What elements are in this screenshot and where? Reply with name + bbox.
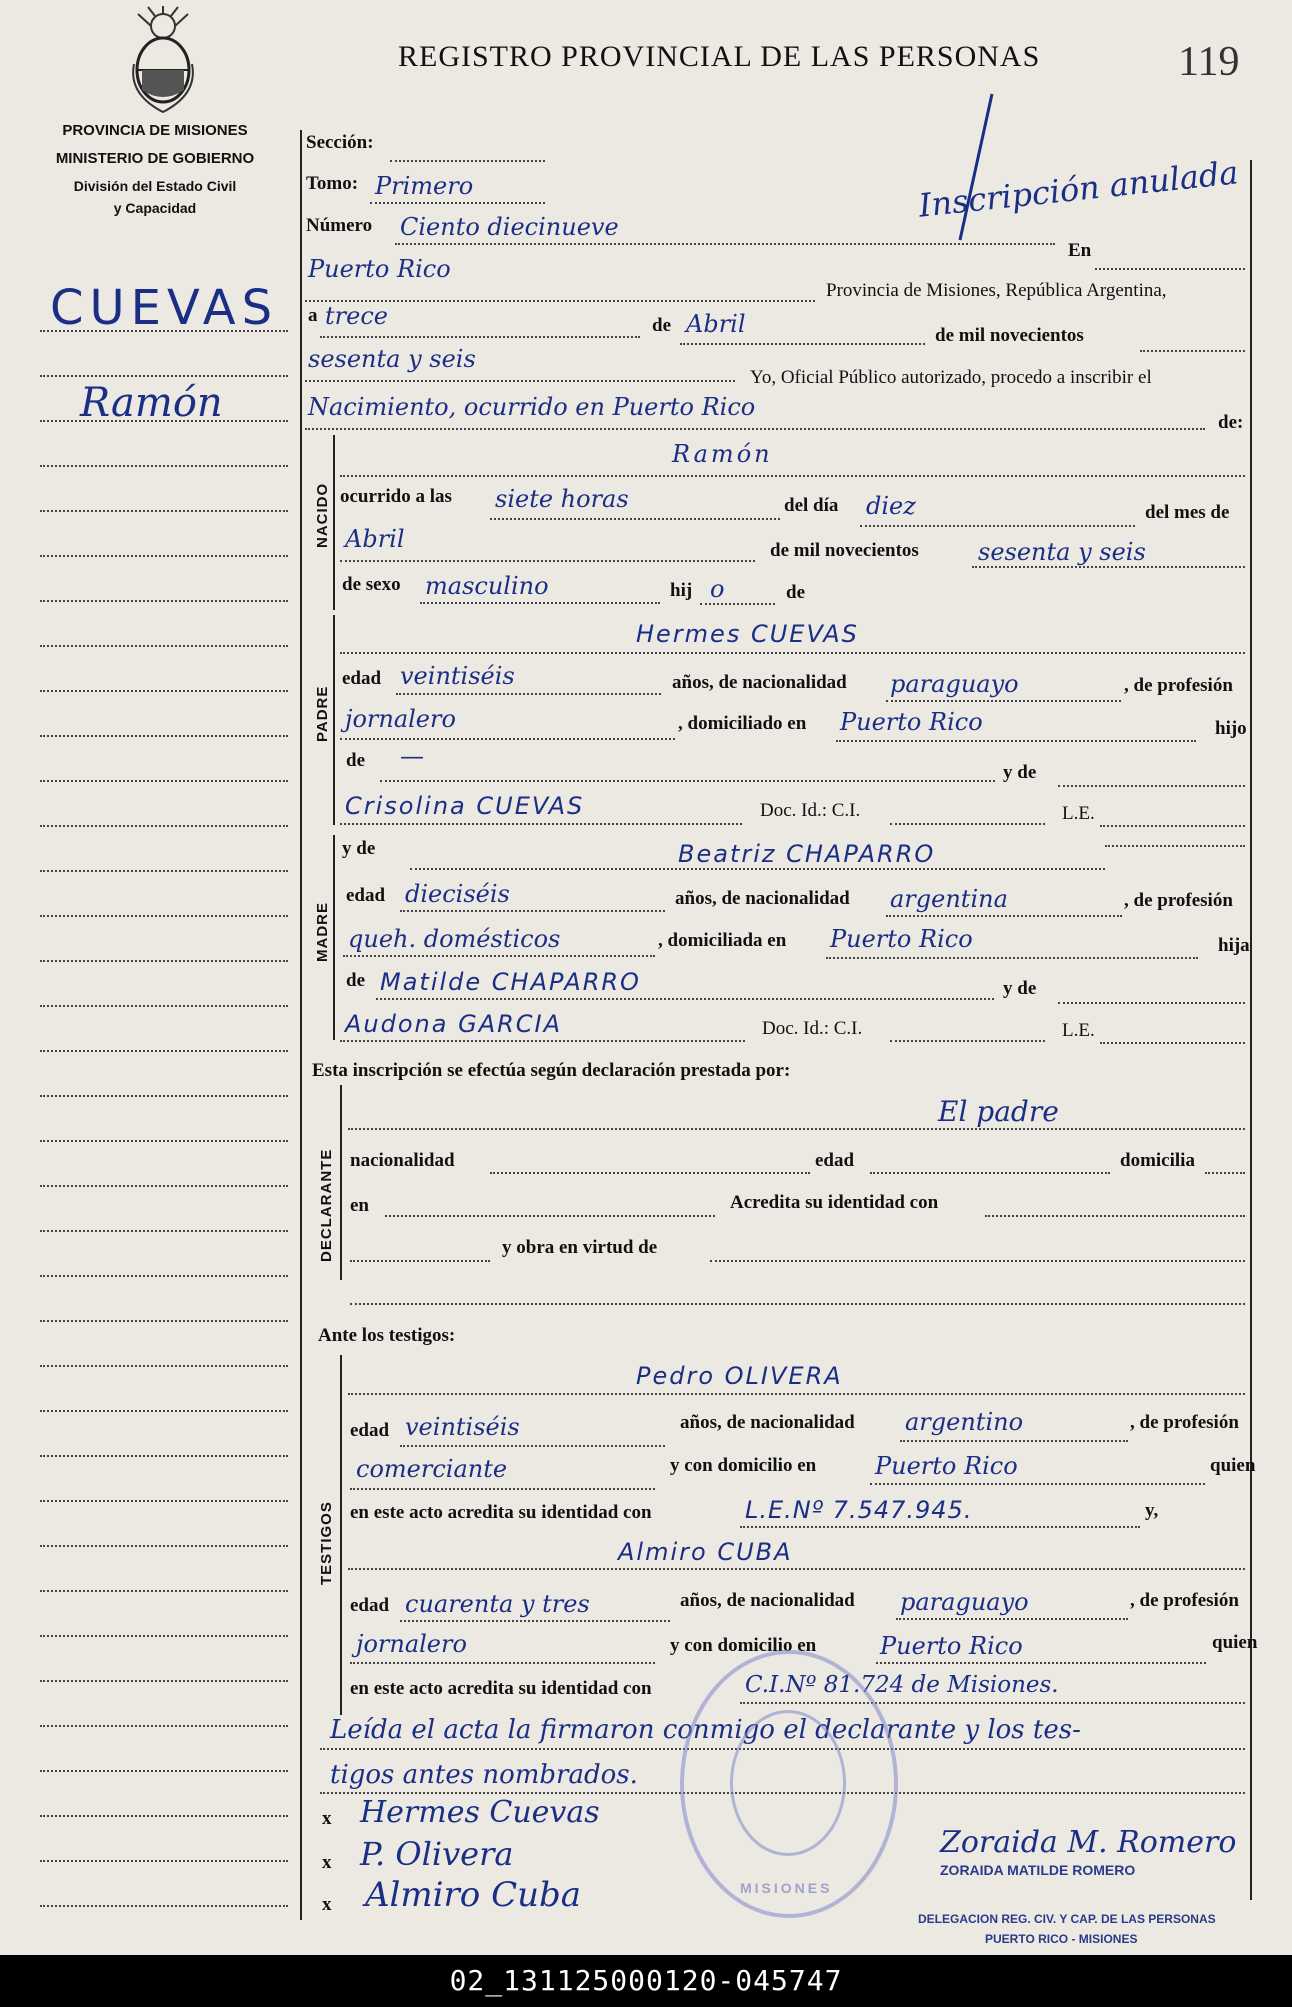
madre-name: Beatriz CHAPARRO [678, 840, 936, 868]
madre-tab: MADRE [314, 902, 331, 962]
form-left-border [300, 130, 302, 1920]
place-value: Puerto Rico [308, 255, 451, 283]
madre-le-label: L.E. [1062, 1020, 1095, 1041]
witness2-edad-label: edad [350, 1595, 390, 1616]
official-stamp-office: DELEGACION REG. CIV. Y CAP. DE LAS PERSONAS [918, 1912, 1216, 1926]
nacido-tab: NACIDO [314, 482, 331, 548]
madre-dom-value: Puerto Rico [830, 925, 973, 953]
witness2-id-value: C.I.Nº 81.724 de Misiones. [745, 1672, 1059, 1698]
madre-edad-label: edad [346, 885, 386, 906]
coat-of-arms-icon [128, 4, 198, 116]
witness1-nac-value: argentino [905, 1408, 1024, 1436]
madre-nac-value: argentina [890, 885, 1008, 913]
madre-y-de-label: y de [342, 838, 376, 859]
madre-mother-value: Audona GARCIA [345, 1010, 563, 1038]
padre-mother-value: Crisolina CUEVAS [345, 792, 585, 820]
yo-label: Yo, Oficial Público autorizado, procedo a inscribir el [750, 367, 1152, 388]
padre-de-label: de [346, 750, 365, 771]
witness2-nac-value: paraguayo [900, 1588, 1029, 1616]
padre-doc-label: Doc. Id.: C.I. [760, 800, 861, 821]
witness1-y-label: y, [1145, 1500, 1159, 1521]
padre-dom-value: Puerto Rico [840, 708, 983, 736]
padre-tab: PADRE [314, 685, 331, 742]
witness1-prof-value: comerciante [356, 1455, 508, 1483]
madre-nac-label: años, de nacionalidad [675, 888, 850, 909]
page-title: REGISTRO PROVINCIAL DE LAS PERSONAS [398, 40, 1041, 73]
en-label: En [1068, 240, 1092, 261]
mes-label: del mes de [1145, 502, 1230, 523]
declarante-obra-label: y obra en virtud de [502, 1237, 658, 1258]
sig-mark-1: x [322, 1808, 332, 1829]
ministry-header: MINISTERIO DE GOBIERNO [55, 150, 255, 167]
division-header: División del Estado Civil [73, 178, 237, 194]
page-number: 119 [1178, 39, 1240, 85]
witness2-prof-label: , de profesión [1130, 1590, 1239, 1611]
birth-mil-label: de mil novecientos [770, 540, 919, 561]
tomo-value: Primero [375, 172, 474, 200]
padre-prof-value: jornalero [345, 705, 456, 733]
witness2-prof-value: jornalero [356, 1630, 467, 1658]
signature-declarant: Hermes Cuevas [360, 1795, 600, 1830]
official-stamp-name: ZORAIDA MATILDE ROMERO [940, 1862, 1136, 1878]
closing-line-2: tigos antes nombrados. [330, 1760, 638, 1790]
month-value: Abril [686, 310, 746, 338]
padre-le-label: L.E. [1062, 803, 1095, 824]
act-value: Nacimiento, ocurrido en Puerto Rico [308, 393, 756, 421]
del-dia-label: del día [784, 495, 839, 516]
mil-label: de mil novecientos [935, 325, 1084, 346]
madre-de-label: de [346, 970, 365, 991]
signature-witness-1: P. Olivera [360, 1835, 514, 1873]
numero-value: Ciento diecinueve [400, 213, 619, 241]
signature-witness-2: Almiro Cuba [365, 1875, 582, 1915]
nacido-bracket [333, 435, 335, 610]
official-stamp-location: PUERTO RICO - MISIONES [985, 1932, 1138, 1946]
margin-given-name: Ramón [80, 380, 223, 426]
witness1-dom-value: Puerto Rico [875, 1452, 1018, 1480]
witness1-dom-label: y con domicilio en [670, 1455, 817, 1476]
official-signature: Zoraida M. Romero [940, 1825, 1237, 1860]
padre-nac-value: paraguayo [890, 670, 1019, 698]
witness2-acredita-label: en este acto acredita su identidad con [350, 1678, 652, 1699]
hij-label: hij [670, 580, 693, 601]
nacido-de-label: de [786, 582, 805, 603]
testigos-tab: TESTIGOS [318, 1501, 335, 1585]
declarante-dom-label: domicilia [1120, 1150, 1195, 1171]
madre-prof-value: queh. domésticos [348, 925, 561, 953]
witness2-dom-label: y con domicilio en [670, 1635, 817, 1656]
madre-doc-label: Doc. Id.: C.I. [762, 1018, 863, 1039]
annotation-stroke-icon [940, 90, 1000, 250]
de-label: de [652, 315, 671, 336]
province-header: PROVINCIA DE MISIONES [62, 122, 248, 139]
padre-y-de-label: y de [1003, 762, 1037, 783]
sexo-value: masculino [425, 572, 549, 600]
declarante-tab: DECLARANTE [318, 1148, 335, 1262]
witness2-dom-value: Puerto Rico [880, 1632, 1023, 1660]
nacido-name: Ramón [672, 440, 773, 468]
declarante-nac-label: nacionalidad [350, 1150, 455, 1171]
witness1-edad-label: edad [350, 1420, 390, 1441]
scan-id-footer: 02_131125000120-045747 [0, 1955, 1292, 2007]
witness1-name: Pedro OLIVERA [636, 1362, 843, 1390]
padre-nac-label: años, de nacionalidad [672, 672, 847, 693]
padre-dom-label: , domiciliado en [678, 713, 807, 734]
declarante-intro: Esta inscripción se efectúa según declaración prestada por: [312, 1060, 791, 1081]
hija-label: hija [1218, 935, 1250, 956]
birth-year-value: sesenta y seis [978, 538, 1146, 566]
sexo-label: de sexo [342, 574, 401, 595]
hijo-label: hijo [1215, 718, 1247, 739]
sig-mark-2: x [322, 1852, 332, 1873]
official-seal-inner [730, 1710, 846, 1856]
closing-line-1: Leída el acta la firmaron conmigo el declarante y los tes- [330, 1715, 1081, 1745]
hour-value: siete horas [495, 485, 629, 513]
seal-text: MISIONES [740, 1880, 833, 1896]
declarante-edad-label: edad [815, 1150, 855, 1171]
birth-month-value: Abril [345, 525, 405, 553]
witness2-quien-label: quien [1212, 1632, 1258, 1653]
madre-edad-value: dieciséis [405, 880, 510, 908]
provincia-label: Provincia de Misiones, República Argentina, [826, 280, 1167, 301]
testigos-intro: Ante los testigos: [318, 1325, 456, 1346]
declarante-acredita-label: Acredita su identidad con [730, 1192, 939, 1213]
annulled-annotation: Inscripción anulada [916, 153, 1241, 225]
margin-surname: CUEVAS [50, 280, 279, 336]
numero-label: Número [306, 215, 373, 236]
tomo-label: Tomo: [306, 173, 359, 194]
seccion-label: Sección: [306, 132, 374, 153]
padre-name: Hermes CUEVAS [636, 620, 859, 648]
witness1-nac-label: años, de nacionalidad [680, 1412, 855, 1433]
madre-y-de2-label: y de [1003, 978, 1037, 999]
day-value: trece [325, 302, 388, 330]
de-colon-label: de: [1218, 412, 1244, 433]
witness1-acredita-label: en este acto acredita su identidad con [350, 1502, 652, 1523]
madre-prof-label: , de profesión [1124, 890, 1233, 911]
madre-de-value: Matilde CHAPARRO [380, 968, 641, 996]
padre-bracket [333, 615, 335, 825]
witness1-quien-label: quien [1210, 1455, 1256, 1476]
madre-bracket [333, 835, 335, 1040]
hij-value: o [710, 575, 725, 603]
witness2-edad-value: cuarenta y tres [405, 1590, 590, 1618]
witness1-edad-value: veintiséis [405, 1413, 520, 1441]
padre-edad-label: edad [342, 668, 382, 689]
sig-mark-3: x [322, 1894, 332, 1915]
declarante-bracket [340, 1085, 342, 1280]
witness2-name: Almiro CUBA [618, 1538, 793, 1566]
padre-edad-value: veintiséis [400, 662, 515, 690]
padre-prof-label: , de profesión [1124, 675, 1233, 696]
ocurrido-label: ocurrido a las [340, 486, 452, 507]
birth-day-value: diez [866, 492, 916, 520]
testigos-bracket [340, 1355, 342, 1715]
capacity-header: y Capacidad [113, 200, 197, 216]
witness1-prof-label: , de profesión [1130, 1412, 1239, 1433]
witness2-nac-label: años, de nacionalidad [680, 1590, 855, 1611]
declarante-en-label: en [350, 1195, 369, 1216]
madre-dom-label: , domiciliada en [658, 930, 787, 951]
a-label: a [308, 305, 318, 326]
padre-de-value: — [400, 742, 424, 770]
declarante-value: El padre [938, 1095, 1059, 1128]
year-value: sesenta y seis [308, 345, 476, 373]
witness1-id-value: L.E.Nº 7.547.945. [745, 1496, 973, 1524]
